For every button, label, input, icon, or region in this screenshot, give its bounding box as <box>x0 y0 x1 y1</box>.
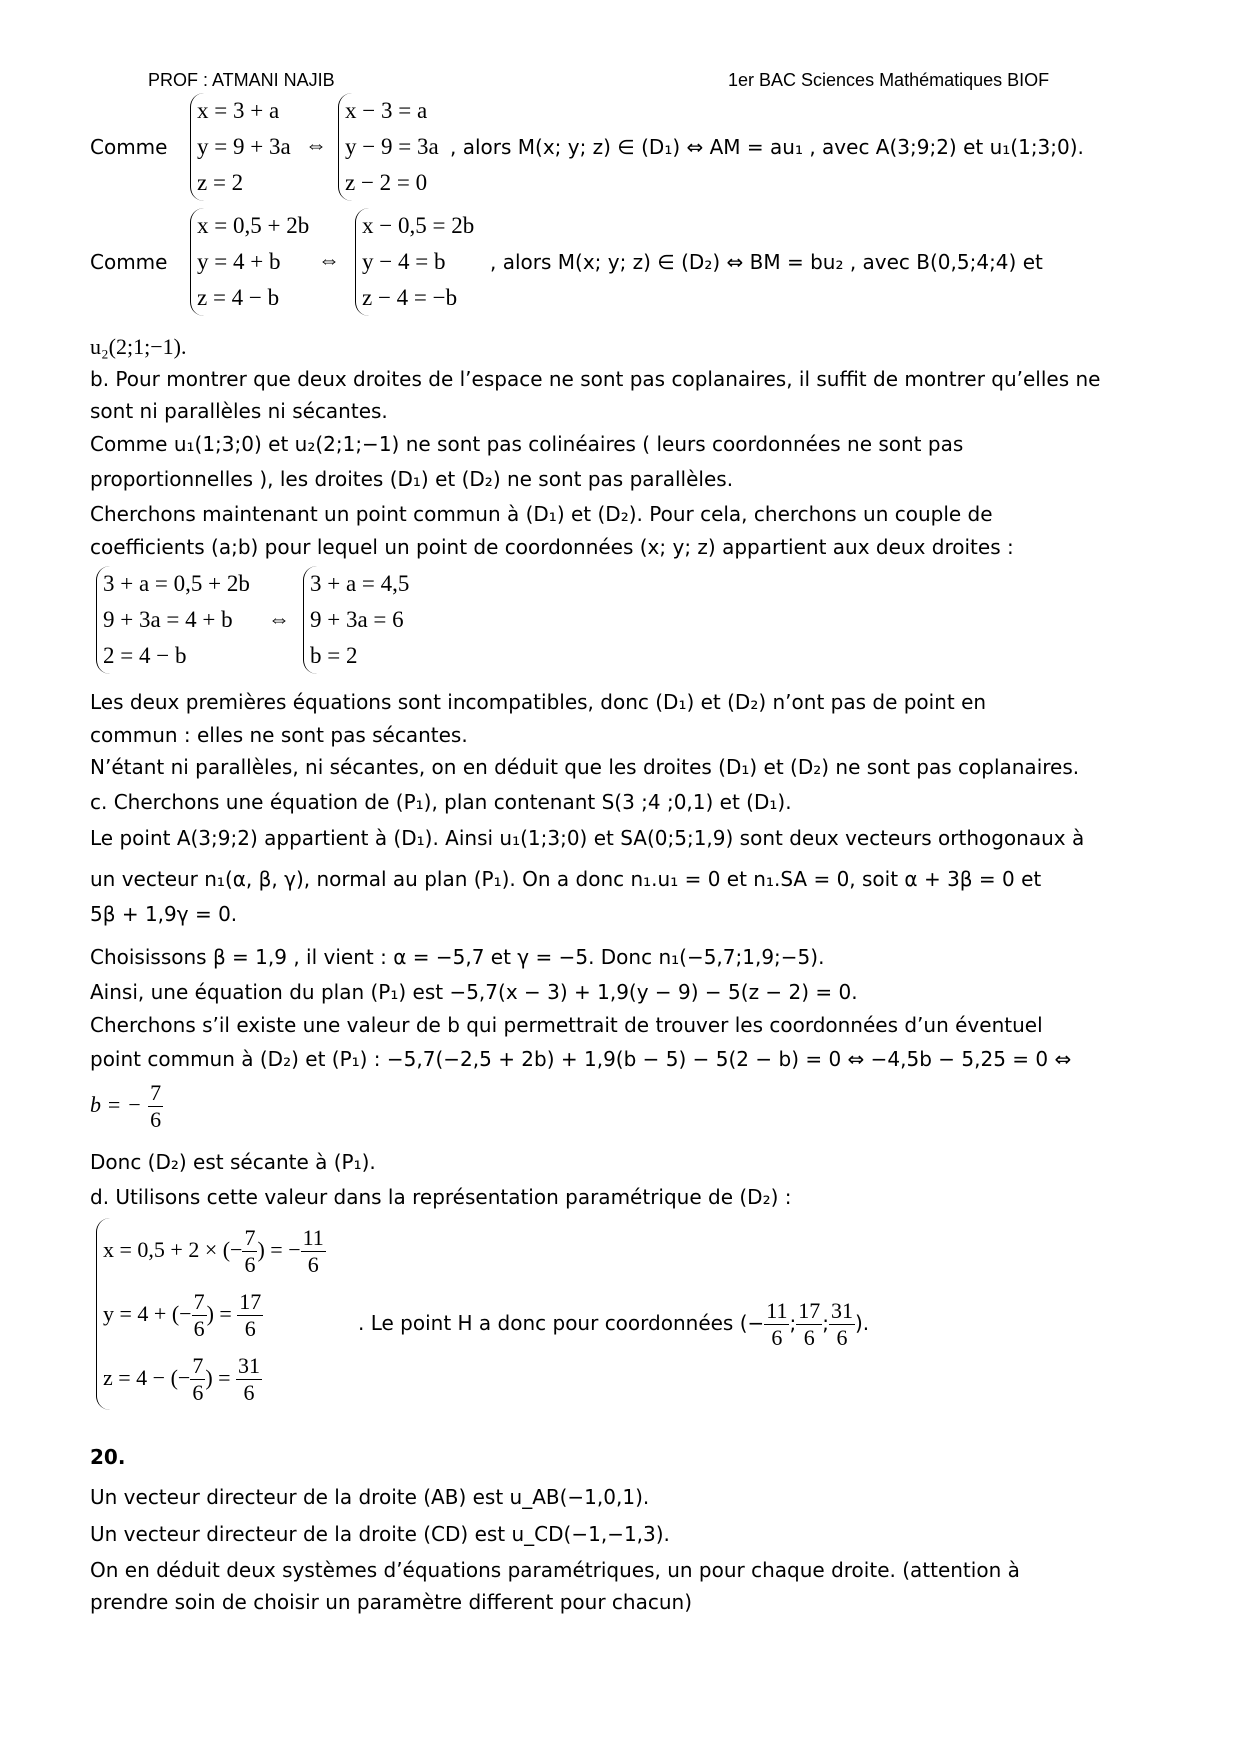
p1-equiv: ⇔ <box>305 132 327 157</box>
frac-den: 6 <box>803 1325 815 1350</box>
c-b-num: 7 <box>150 1080 162 1105</box>
d-result-x <box>764 1298 789 1351</box>
d-system <box>96 1218 326 1410</box>
frac-num: 11 <box>766 1298 788 1323</box>
d-y-mid: ) = <box>206 1301 232 1326</box>
c-line-7: Cherchons s’il existe une valeur de b qui permettrait de trouver les coordonnées d’un éventuel <box>90 1013 1043 1037</box>
q20-line-4: prendre soin de choisir un paramètre different pour chacun) <box>90 1590 693 1614</box>
p1-sys-b-row: z − 2 = 0 <box>345 170 428 195</box>
frac-den: 6 <box>192 1380 204 1406</box>
b-system-b <box>303 566 409 674</box>
p2-tail: , alors M(x; y; z) ∈ (D₂) ⇔ BM = bu₂ , avec B(0,5;4;4) et <box>490 250 1043 274</box>
c-line-9: Donc (D₂) est sécante à (P₁). <box>90 1150 376 1174</box>
b-line-3: Comme u₁(1;3;0) et u₂(2;1;−1) ne sont pas colinéaires ( leurs coordonnées ne sont pas <box>90 432 964 456</box>
p2-system-b <box>355 208 474 316</box>
c-b-fraction <box>148 1080 163 1133</box>
d-result-y <box>796 1298 822 1351</box>
frac-den: 6 <box>836 1325 848 1350</box>
p2-sys-b-row: x − 0,5 = 2b <box>362 213 475 238</box>
b-sys-a-row: 3 + a = 0,5 + 2b <box>103 571 250 596</box>
p2-comme: Comme <box>90 250 168 274</box>
p1-comme: Comme <box>90 135 168 159</box>
d-z-frac-31-6 <box>236 1353 262 1406</box>
c-line-3: un vecteur n₁(α, β, γ), normal au plan (P₁). On a donc n₁.u₁ = 0 et n₁.SA = 0, soit α + 3β = 0 et <box>90 867 1042 891</box>
b-line-2: sont ni parallèles ni sécantes. <box>90 399 388 423</box>
d-y-pre: y = 4 + (− <box>103 1301 192 1326</box>
q20-line-1: Un vecteur directeur de la droite (AB) est u_AB(−1,0,1). <box>90 1485 650 1509</box>
b-sys-b-row: b = 2 <box>310 643 358 668</box>
c-b-value <box>90 1080 163 1133</box>
c-line-4: 5β + 1,9γ = 0. <box>90 902 238 926</box>
p1-sys-a-row: y = 9 + 3a <box>197 134 291 159</box>
header-author: PROF : ATMANI NAJIB <box>148 70 335 90</box>
b-line-8: commun : elles ne sont pas sécantes. <box>90 723 468 747</box>
p2-sys-a-row: x = 0,5 + 2b <box>197 213 310 238</box>
d-x-pre: x = 0,5 + 2 × (− <box>103 1237 243 1262</box>
frac-den: 6 <box>771 1325 783 1350</box>
frac-num: 7 <box>244 1225 256 1251</box>
frac-num: 17 <box>239 1289 262 1315</box>
b-sys-b-row: 3 + a = 4,5 <box>310 571 410 596</box>
c-line-1: c. Cherchons une équation de (P₁), plan contenant S(3 ;4 ;0,1) et (D₁). <box>90 790 792 814</box>
d-z-mid: ) = <box>205 1365 231 1390</box>
c-b-den: 6 <box>150 1107 162 1132</box>
d-x-frac-7-6 <box>242 1225 257 1278</box>
frac-num: 31 <box>830 1298 853 1323</box>
frac-den: 6 <box>307 1252 319 1278</box>
d-x-mid: ) = − <box>257 1237 301 1262</box>
p2-sys-b-row: z − 4 = −b <box>362 285 458 310</box>
p2-equiv: ⇔ <box>318 247 340 272</box>
p1-system-a <box>190 93 291 201</box>
c-line-8: point commun à (D₂) et (P₁) : −5,7(−2,5 + 2b) + 1,9(b − 5) − 5(2 − b) = 0 ⇔ −4,5b − 5,25 = 0 ⇔ <box>90 1047 1072 1071</box>
b-system-a <box>96 566 250 674</box>
p1-tail: , alors M(x; y; z) ∈ (D₁) ⇔ AM = au₁ , avec A(3;9;2) et u₁(1;3;0). <box>450 135 1084 159</box>
q20-line-3: On en déduit deux systèmes d’équations paramétriques, un pour chaque droite. (attention à <box>90 1558 1020 1582</box>
p2-system-a <box>190 208 309 316</box>
b-line-6: coefficients (a;b) pour lequel un point de coordonnées (x; y; z) appartient aux deux droites : <box>90 535 1014 559</box>
frac-num: 17 <box>798 1298 821 1323</box>
frac-num: 7 <box>193 1289 205 1315</box>
b-sys-b-row: 9 + 3a = 6 <box>310 607 404 632</box>
d-z-row <box>103 1346 326 1410</box>
b-line-9: N’étant ni parallèles, ni sécantes, on en déduit que les droites (D₁) et (D₂) ne sont pas coplanaires. <box>90 755 1080 779</box>
p2-sys-b-row: y − 4 = b <box>362 249 446 274</box>
frac-den: 6 <box>244 1316 256 1342</box>
d-result-pre: . Le point H a donc pour coordonnées (− <box>358 1311 765 1335</box>
p1-sys-b-row: y − 9 = 3a <box>345 134 439 159</box>
d-x-frac-11-6 <box>301 1225 326 1278</box>
d-result-z <box>829 1298 855 1351</box>
frac-num: 31 <box>238 1353 261 1379</box>
b-equiv: ⇔ <box>268 606 290 631</box>
p1-sys-a-row: x = 3 + a <box>197 98 280 123</box>
d-y-row <box>103 1282 326 1346</box>
b-sys-a-row: 2 = 4 − b <box>103 643 187 668</box>
b-sys-a-row: 9 + 3a = 4 + b <box>103 607 233 632</box>
d-y-frac-7-6 <box>192 1289 207 1342</box>
frac-den: 6 <box>243 1380 255 1406</box>
p1-sys-a-row: z = 2 <box>197 170 244 195</box>
header-class: 1er BAC Sciences Mathématiques BIOF <box>728 70 1050 90</box>
p2-sys-a-row: z = 4 − b <box>197 285 280 310</box>
d-result-sep: ; <box>789 1311 797 1335</box>
frac-den: 6 <box>193 1316 205 1342</box>
p2-u2: u₂(2;1;−1). <box>90 334 187 359</box>
frac-num: 11 <box>302 1225 324 1251</box>
d-result <box>358 1298 869 1351</box>
d-line-1: d. Utilisons cette valeur dans la représentation paramétrique de (D₂) : <box>90 1185 792 1209</box>
c-line-5: Choisissons β = 1,9 , il vient : α = −5,7 et γ = −5. Donc n₁(−5,7;1,9;−5). <box>90 945 825 969</box>
d-result-close: ). <box>854 1311 870 1335</box>
frac-num: 7 <box>192 1353 204 1379</box>
b-line-5: Cherchons maintenant un point commun à (D₁) et (D₂). Pour cela, cherchons un couple de <box>90 502 993 526</box>
p1-sys-b-row: x − 3 = a <box>345 98 428 123</box>
c-b-eq: b = − <box>90 1092 142 1117</box>
c-line-2: Le point A(3;9;2) appartient à (D₁). Ainsi u₁(1;3;0) et SA(0;5;1,9) sont deux vecteurs orthogonaux à <box>90 826 1085 850</box>
p1-system-b <box>338 93 439 201</box>
frac-den: 6 <box>244 1252 256 1278</box>
d-z-frac-7-6 <box>190 1353 205 1406</box>
d-y-frac-17-6 <box>237 1289 263 1342</box>
d-x-row <box>103 1218 326 1282</box>
d-result-sep: ; <box>822 1311 829 1335</box>
q20-line-2: Un vecteur directeur de la droite (CD) est u_CD(−1,−1,3). <box>90 1522 670 1546</box>
p2-sys-a-row: y = 4 + b <box>197 249 281 274</box>
b-line-1: b. Pour montrer que deux droites de l’espace ne sont pas coplanaires, il suffit de montrer qu’elles ne <box>90 367 1101 391</box>
b-line-7: Les deux premières équations sont incompatibles, donc (D₁) et (D₂) n’ont pas de point en <box>90 690 987 714</box>
q20-title: 20. <box>90 1445 126 1469</box>
c-line-6: Ainsi, une équation du plan (P₁) est −5,7(x − 3) + 1,9(y − 9) − 5(z − 2) = 0. <box>90 980 858 1004</box>
d-z-pre: z = 4 − (− <box>103 1365 191 1390</box>
b-line-4: proportionnelles ), les droites (D₁) et (D₂) ne sont pas parallèles. <box>90 467 734 491</box>
